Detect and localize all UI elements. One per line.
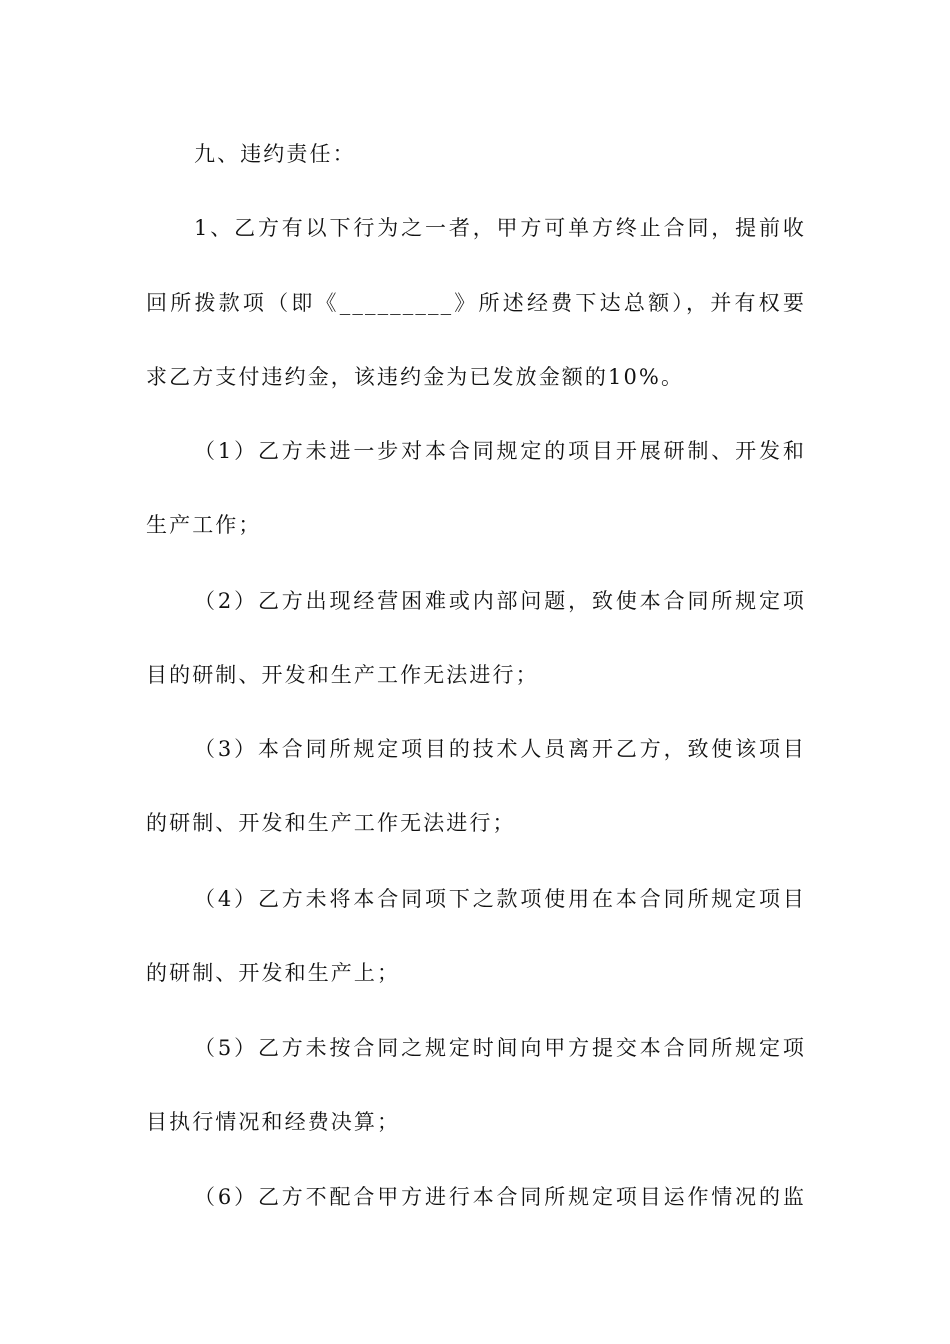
clause-1-line-1: 1、乙方有以下行为之一者，甲方可单方终止合同，提前收 [194, 216, 806, 240]
section-heading: 九、违约责任： [194, 142, 356, 166]
item-1-line-1: （1）乙方未进一步对本合同规定的项目开展研制、开发和 [194, 439, 806, 463]
item-3-line-2: 的研制、开发和生产工作无法进行； [146, 811, 516, 835]
item-2-line-2: 目的研制、开发和生产工作无法进行； [146, 663, 539, 687]
item-3-line-1: （3）本合同所规定项目的技术人员离开乙方，致使该项目 [194, 737, 806, 761]
item-5-line-2: 目执行情况和经费决算； [146, 1110, 401, 1134]
item-1-line-2: 生产工作； [146, 513, 262, 537]
item-5-line-1: （5）乙方未按合同之规定时间向甲方提交本合同所规定项 [194, 1036, 806, 1060]
clause-1-line-3: 求乙方支付违约金，该违约金为已发放金额的10%。 [146, 365, 685, 389]
item-4-line-2: 的研制、开发和生产上； [146, 961, 401, 985]
clause-1-line-2: 回所拨款项（即《_________》所述经费下达总额），并有权要 [146, 291, 806, 315]
item-2-line-1: （2）乙方出现经营困难或内部问题，致使本合同所规定项 [194, 589, 806, 613]
item-6-line-1: （6）乙方不配合甲方进行本合同所规定项目运作情况的监 [194, 1185, 806, 1209]
item-4-line-1: （4）乙方未将本合同项下之款项使用在本合同所规定项目 [194, 887, 806, 911]
